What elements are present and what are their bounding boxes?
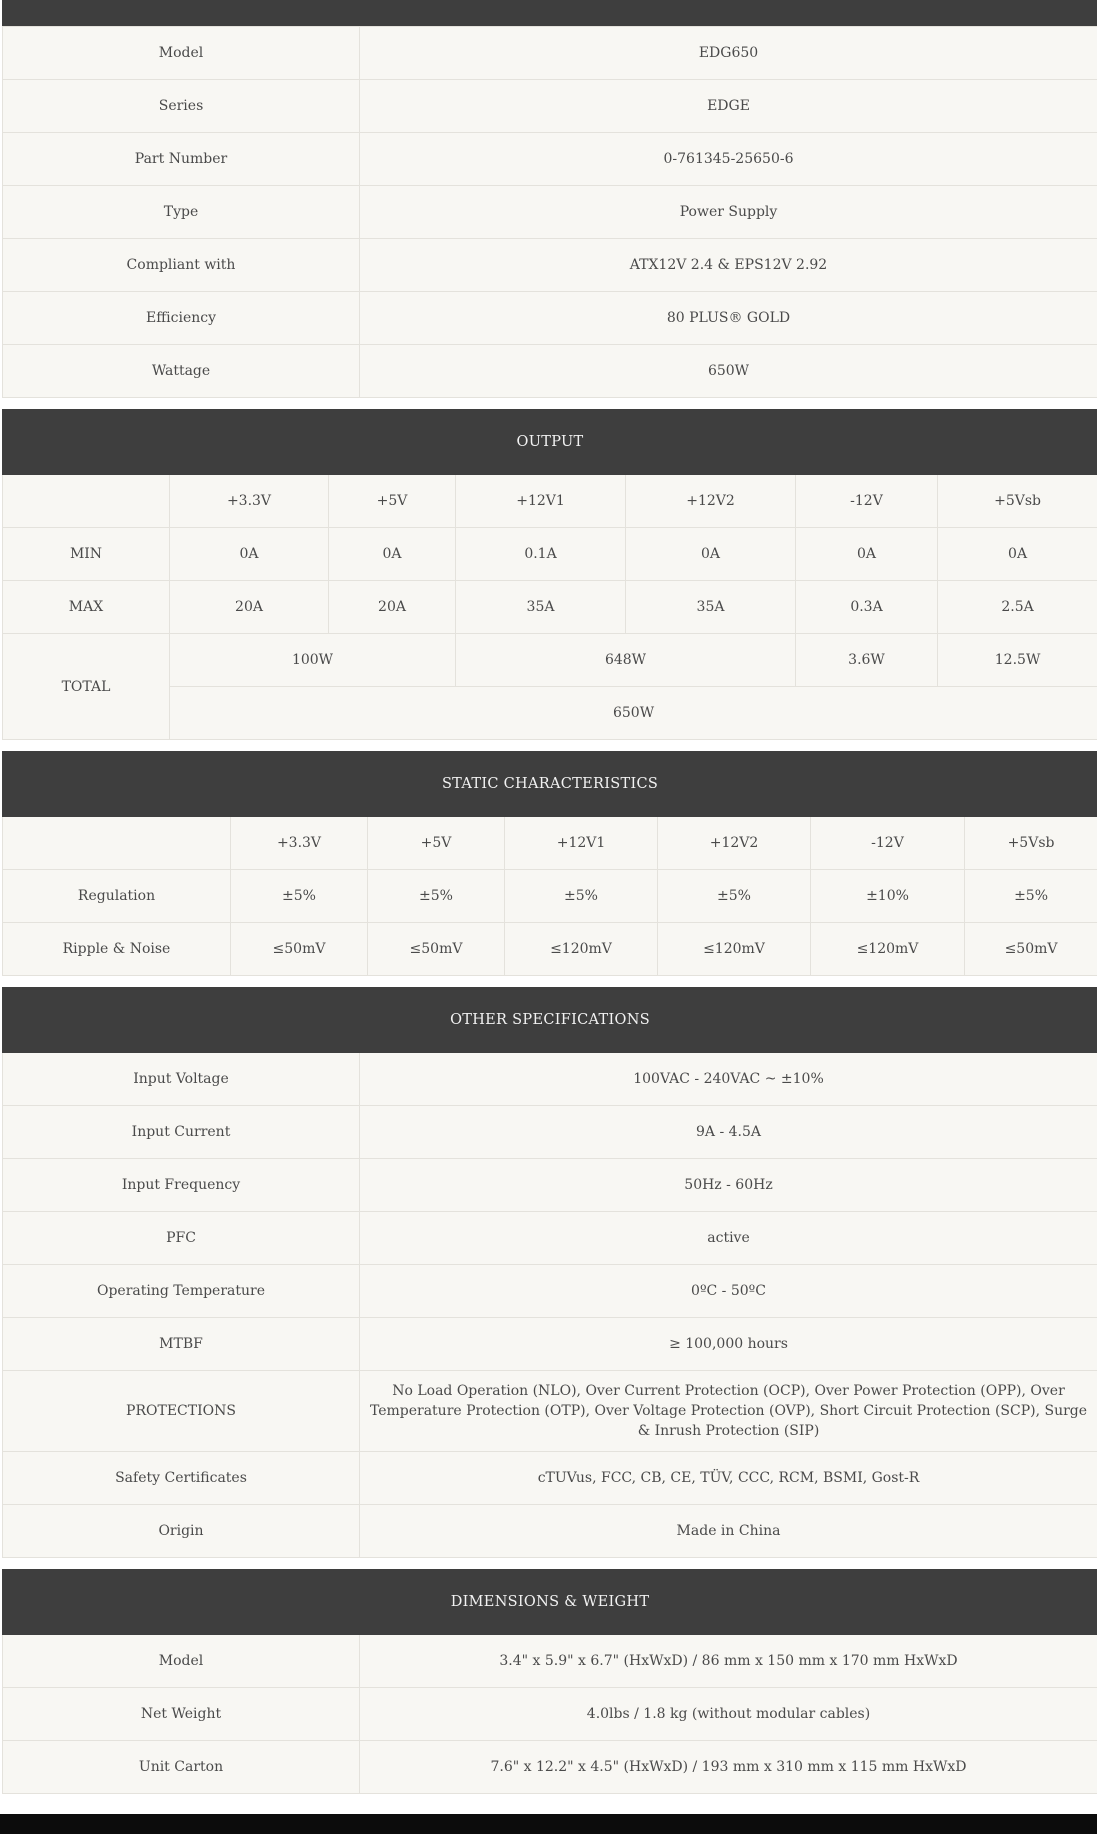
spec-label: Input Frequency: [3, 1159, 360, 1212]
table-row: [3, 186, 1097, 239]
table-row: [3, 1053, 1097, 1106]
spec-label: Model: [3, 1635, 360, 1688]
cell-value: ≤120mV: [658, 923, 811, 976]
spec-value: 0-761345-25650-6: [360, 133, 1097, 186]
spec-label: Input Current: [3, 1106, 360, 1159]
cell-value: 20A: [170, 581, 329, 634]
table-row: [3, 1688, 1097, 1741]
cell-value: 0.3A: [796, 581, 938, 634]
column-header: -12V: [796, 475, 938, 528]
spec-value: 50Hz - 60Hz: [360, 1159, 1097, 1212]
column-header: +5V: [368, 817, 505, 870]
cell-value: ≤50mV: [965, 923, 1097, 976]
spec-label: Safety Certificates: [3, 1452, 360, 1505]
empty-cell: [3, 475, 170, 528]
table-row: [3, 817, 1097, 870]
cell-value: ≤120mV: [811, 923, 965, 976]
cell-value: 2.5A: [938, 581, 1097, 634]
table-row: [3, 345, 1097, 398]
cell-value: 35A: [626, 581, 796, 634]
cell-value: 0.1A: [456, 528, 626, 581]
cell-value: ±5%: [368, 870, 505, 923]
cell-value: ≤50mV: [231, 923, 368, 976]
table-row: [3, 27, 1097, 80]
cell-value: ±5%: [231, 870, 368, 923]
cell-value: 650W: [170, 687, 1097, 740]
static-characteristics-table: [2, 751, 1097, 976]
cell-value: 0A: [796, 528, 938, 581]
cell-value: 648W: [456, 634, 796, 687]
table-row: [3, 1318, 1097, 1371]
spec-value: cTUVus, FCC, CB, CE, TÜV, CCC, RCM, BSMI, Gost-R: [360, 1452, 1097, 1505]
spec-label: PFC: [3, 1212, 360, 1265]
column-header: +3.3V: [170, 475, 329, 528]
cell-value: 100W: [170, 634, 456, 687]
row-label: Regulation: [3, 870, 231, 923]
bottom-footer-bar: [0, 1814, 1097, 1834]
spec-value: Power Supply: [360, 186, 1097, 239]
table-row: [3, 475, 1097, 528]
spec-label: Input Voltage: [3, 1053, 360, 1106]
table-row: [3, 870, 1097, 923]
spec-label: PROTECTIONS: [3, 1371, 360, 1452]
table-row: [3, 133, 1097, 186]
spec-value: 650W: [360, 345, 1097, 398]
table-row: [3, 1212, 1097, 1265]
spec-value: 3.4" x 5.9" x 6.7" (HxWxD) / 86 mm x 150 mm x 170 mm HxWxD: [360, 1635, 1097, 1688]
row-label: TOTAL: [3, 634, 170, 740]
cell-value: 35A: [456, 581, 626, 634]
cell-value: ±5%: [658, 870, 811, 923]
column-header: +5Vsb: [938, 475, 1097, 528]
table-row: [3, 923, 1097, 976]
column-header: -12V: [811, 817, 965, 870]
table-row: [3, 1159, 1097, 1212]
cell-value: ±5%: [965, 870, 1097, 923]
spec-value: Made in China: [360, 1505, 1097, 1558]
cell-value: 0A: [170, 528, 329, 581]
column-header: +12V1: [456, 475, 626, 528]
spec-label: Origin: [3, 1505, 360, 1558]
spec-value: 80 PLUS® GOLD: [360, 292, 1097, 345]
column-header: +5Vsb: [965, 817, 1097, 870]
spec-value: EDGE: [360, 80, 1097, 133]
top-header-bar: [2, 0, 1097, 26]
column-header: +3.3V: [231, 817, 368, 870]
cell-value: 20A: [329, 581, 456, 634]
spec-value: No Load Operation (NLO), Over Current Protection (OCP), Over Power Protection (OPP), Over Temperature Protection (OTP), Over Voltage Protection (OVP), Short Circuit Protection (SCP), Surge & Inrush Protection (SIP): [360, 1371, 1097, 1452]
table-row: [3, 80, 1097, 133]
spec-value: 7.6" x 12.2" x 4.5" (HxWxD) / 193 mm x 310 mm x 115 mm HxWxD: [360, 1741, 1097, 1794]
general-spec-table: [2, 26, 1097, 398]
spec-label: Efficiency: [3, 292, 360, 345]
cell-value: ≤120mV: [505, 923, 658, 976]
cell-value: ≤50mV: [368, 923, 505, 976]
table-row: [3, 1371, 1097, 1452]
other-specifications-table: [2, 987, 1097, 1558]
output-section-title: OUTPUT: [3, 410, 1097, 475]
table-row: [3, 528, 1097, 581]
table-row: [3, 1635, 1097, 1688]
spec-value: 0ºC - 50ºC: [360, 1265, 1097, 1318]
other-section-title: OTHER SPECIFICATIONS: [3, 988, 1097, 1053]
column-header: +5V: [329, 475, 456, 528]
column-header: +12V2: [626, 475, 796, 528]
spec-label: Compliant with: [3, 239, 360, 292]
spec-value: 4.0lbs / 1.8 kg (without modular cables): [360, 1688, 1097, 1741]
cell-value: 3.6W: [796, 634, 938, 687]
output-table: [2, 409, 1097, 740]
column-header: +12V2: [658, 817, 811, 870]
spec-label: Net Weight: [3, 1688, 360, 1741]
spec-value: ATX12V 2.4 & EPS12V 2.92: [360, 239, 1097, 292]
row-label: Ripple & Noise: [3, 923, 231, 976]
spec-value: active: [360, 1212, 1097, 1265]
table-row: [3, 634, 1097, 687]
dimensions-weight-table: [2, 1569, 1097, 1794]
row-label: MIN: [3, 528, 170, 581]
table-row: [3, 1106, 1097, 1159]
spec-value: ≥ 100,000 hours: [360, 1318, 1097, 1371]
cell-value: ±5%: [505, 870, 658, 923]
static-section-title: STATIC CHARACTERISTICS: [3, 752, 1097, 817]
spec-value: EDG650: [360, 27, 1097, 80]
dimensions-section-title: DIMENSIONS & WEIGHT: [3, 1570, 1097, 1635]
spec-label: MTBF: [3, 1318, 360, 1371]
spec-value: 100VAC - 240VAC ~ ±10%: [360, 1053, 1097, 1106]
spec-label: Wattage: [3, 345, 360, 398]
spec-label: Model: [3, 27, 360, 80]
spec-label: Part Number: [3, 133, 360, 186]
cell-value: 0A: [329, 528, 456, 581]
table-row: [3, 1741, 1097, 1794]
table-row: [3, 581, 1097, 634]
table-row: [3, 292, 1097, 345]
spec-label: Type: [3, 186, 360, 239]
spec-label: Operating Temperature: [3, 1265, 360, 1318]
column-header: +12V1: [505, 817, 658, 870]
empty-cell: [3, 817, 231, 870]
table-row: [3, 239, 1097, 292]
row-label: MAX: [3, 581, 170, 634]
cell-value: 0A: [938, 528, 1097, 581]
table-row: [3, 1265, 1097, 1318]
spec-label: Unit Carton: [3, 1741, 360, 1794]
spec-value: 9A - 4.5A: [360, 1106, 1097, 1159]
cell-value: ±10%: [811, 870, 965, 923]
cell-value: 12.5W: [938, 634, 1097, 687]
spec-label: Series: [3, 80, 360, 133]
table-row: [3, 1505, 1097, 1558]
table-row: [3, 1452, 1097, 1505]
cell-value: 0A: [626, 528, 796, 581]
